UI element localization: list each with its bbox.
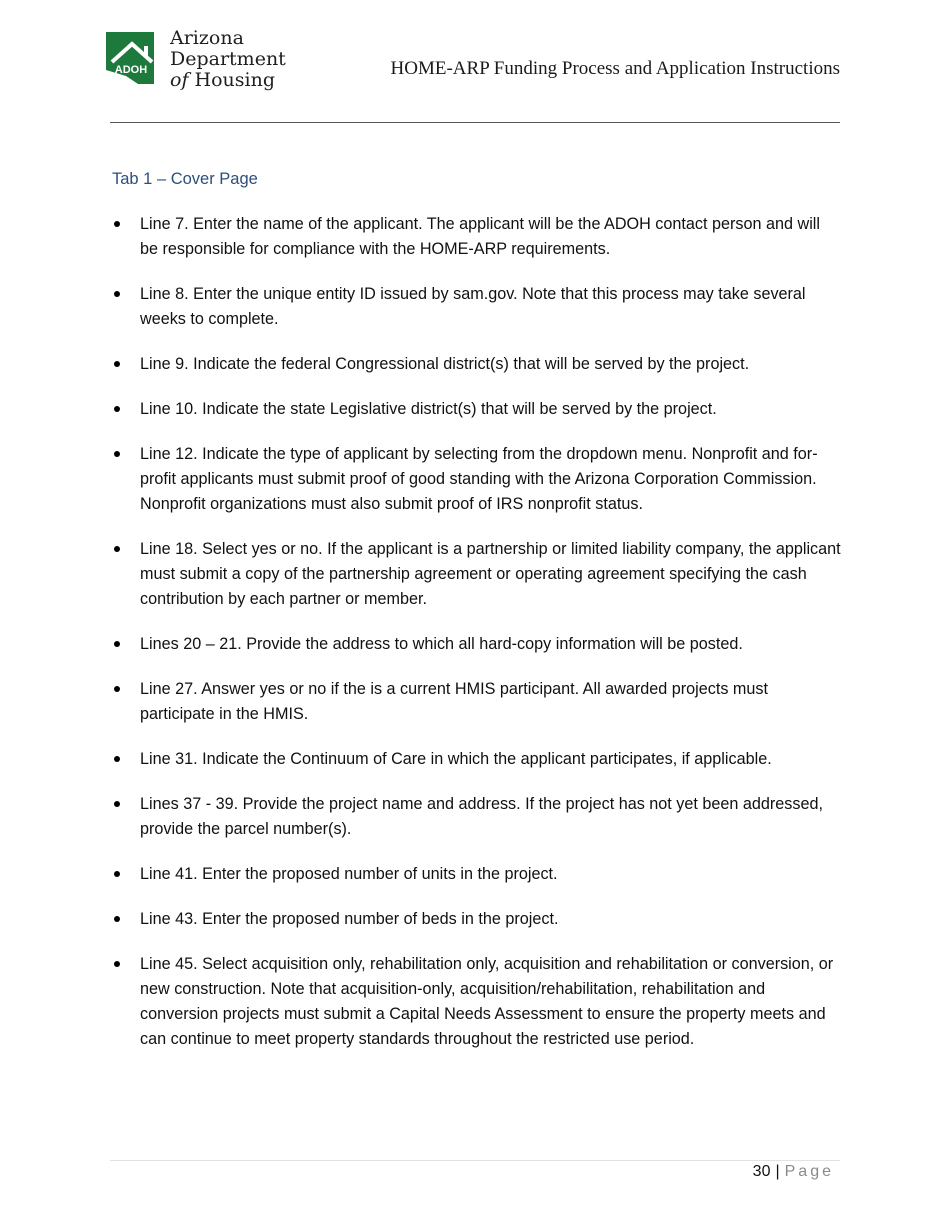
list-item [112, 747, 842, 772]
page-number: 30 [752, 1163, 771, 1180]
list-item [112, 952, 842, 1052]
bullet-icon [114, 361, 120, 367]
header-divider [110, 122, 840, 123]
list-item [112, 907, 842, 932]
instruction-list [112, 212, 842, 1072]
logo-badge-text: ADOH [114, 64, 148, 76]
list-item-text: Line 18. Select yes or no. If the applicant is a partnership or limited liability company, the applicant must submit a copy of the partnership agreement or operating agreement specifying the cash contribution by each partner or member. [140, 540, 841, 608]
page-label: Page [784, 1163, 834, 1180]
adoh-logo-icon [104, 30, 160, 86]
list-item [112, 862, 842, 887]
bullet-icon [114, 961, 120, 967]
document-title: HOME-ARP Funding Process and Application Instructions [390, 58, 840, 79]
bullet-icon [114, 871, 120, 877]
agency-name-line1: Arizona [170, 27, 244, 49]
list-item-text: Line 31. Indicate the Continuum of Care in which the applicant participates, if applicable. [140, 750, 772, 768]
list-item [112, 397, 842, 422]
page-separator: | [775, 1163, 780, 1180]
bullet-icon [114, 221, 120, 227]
bullet-icon [114, 546, 120, 552]
list-item-text: Line 9. Indicate the federal Congressional district(s) that will be served by the project. [140, 355, 750, 373]
agency-name-housing: Housing [194, 69, 276, 91]
list-item-text: Line 10. Indicate the state Legislative district(s) that will be served by the project. [140, 400, 717, 418]
bullet-icon [114, 686, 120, 692]
list-item-text: Lines 20 – 21. Provide the address to which all hard-copy information will be posted. [140, 635, 743, 653]
list-item-text: Line 27. Answer yes or no if the is a current HMIS participant. All awarded projects must participate in the HMIS. [140, 680, 769, 723]
list-item [112, 212, 842, 262]
page-footer [753, 1163, 834, 1181]
bullet-icon [114, 756, 120, 762]
bullet-icon [114, 406, 120, 412]
bullet-icon [114, 451, 120, 457]
agency-name-line2: Department [170, 48, 286, 70]
list-item [112, 282, 842, 332]
footer-divider [110, 1160, 840, 1161]
agency-name [170, 28, 286, 91]
list-item-text: Line 43. Enter the proposed number of beds in the project. [140, 910, 559, 928]
list-item-text: Line 45. Select acquisition only, rehabilitation only, acquisition and rehabilitation or conversion, or new construction. Note that acquisition-only, acquisition/rehabilitation, rehabilitation and conversion projects must submit a Capital Needs Assessment to ensure the property meets and can continue to meet property standards throughout the restricted use period. [140, 955, 834, 1048]
agency-name-of: of [170, 69, 189, 91]
list-item-text: Lines 37 - 39. Provide the project name and address. If the project has not yet been addressed, provide the parcel number(s). [140, 795, 823, 838]
list-item [112, 792, 842, 842]
bullet-icon [114, 641, 120, 647]
bullet-icon [114, 916, 120, 922]
bullet-icon [114, 291, 120, 297]
page-header [104, 26, 840, 96]
bullet-icon [114, 801, 120, 807]
agency-name-line3 [170, 70, 286, 91]
list-item-text: Line 41. Enter the proposed number of units in the project. [140, 865, 558, 883]
list-item [112, 537, 842, 612]
list-item [112, 632, 842, 657]
list-item [112, 352, 842, 377]
list-item-text: Line 8. Enter the unique entity ID issued by sam.gov. Note that this process may take several weeks to complete. [140, 285, 806, 328]
list-item [112, 442, 842, 517]
list-item-text: Line 7. Enter the name of the applicant. The applicant will be the ADOH contact person and will be responsible for compliance with the HOME-ARP requirements. [140, 215, 820, 258]
section-heading: Tab 1 – Cover Page [112, 170, 258, 188]
list-item-text: Line 12. Indicate the type of applicant by selecting from the dropdown menu. Nonprofit and for-profit applicants must submit proof of good standing with the Arizona Corporation Commission. Nonprofit organizations must also submit proof of IRS nonprofit status. [140, 445, 818, 513]
list-item [112, 677, 842, 727]
